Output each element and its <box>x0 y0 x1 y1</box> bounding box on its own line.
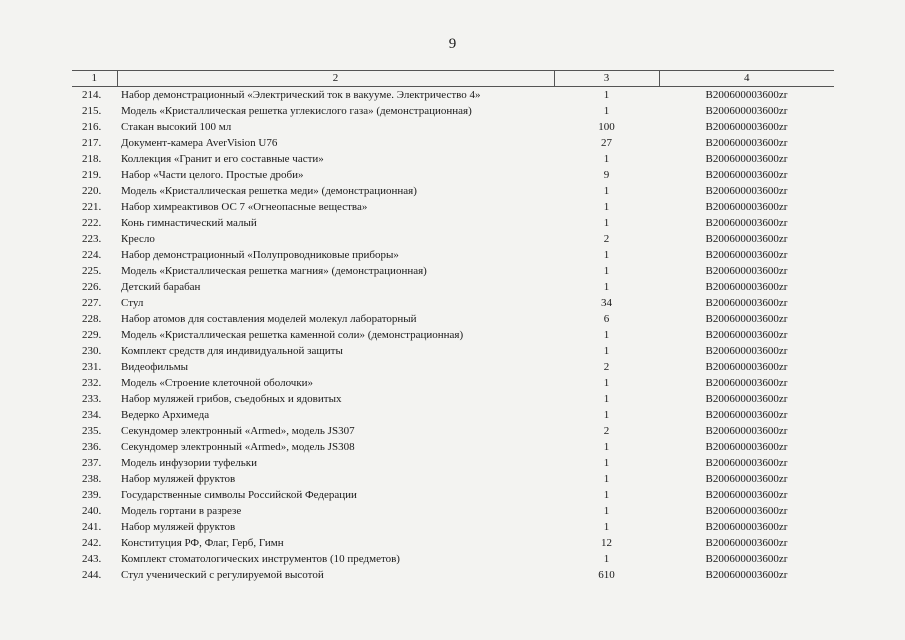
inventory-code-cell: B200600003600zr <box>705 233 788 245</box>
inventory-code-cell: B200600003600zr <box>705 265 788 277</box>
table-row <box>72 423 834 439</box>
table-header-row <box>72 71 834 87</box>
item-name-cell: Модель «Кристаллическая решетка магния» (демонстрационная) <box>121 265 427 277</box>
quantity-cell: 2 <box>603 361 610 373</box>
table-row <box>72 87 834 104</box>
item-name-cell: Модель инфузории туфельки <box>121 457 257 469</box>
inventory-code-cell: B200600003600zr <box>705 249 788 261</box>
inventory-code-cell: B200600003600zr <box>705 553 788 565</box>
column-header: 2 <box>117 71 554 87</box>
row-number-cell: 215. <box>82 105 102 117</box>
inventory-code-cell: B200600003600zr <box>705 137 788 149</box>
row-number-cell: 240. <box>82 505 102 517</box>
item-name-cell: Секундомер электронный «Armed», модель JS307 <box>121 425 355 437</box>
inventory-code-cell: B200600003600zr <box>705 329 788 341</box>
item-name-cell: Набор демонстрационный «Электрический ток в вакууме. Электричество 4» <box>121 89 481 101</box>
table-row <box>72 375 834 391</box>
row-number-cell: 235. <box>82 425 102 437</box>
table-row <box>72 135 834 151</box>
table-row <box>72 455 834 471</box>
item-name-cell: Кресло <box>121 233 155 245</box>
table-row <box>72 295 834 311</box>
inventory-code-cell: B200600003600zr <box>705 313 788 325</box>
quantity-cell: 1 <box>603 249 610 261</box>
table-row <box>72 327 834 343</box>
inventory-code-cell: B200600003600zr <box>705 345 788 357</box>
item-name-cell: Стакан высокий 100 мл <box>121 121 232 133</box>
row-number-cell: 227. <box>82 297 102 309</box>
row-number-cell: 234. <box>82 409 102 421</box>
quantity-cell: 610 <box>598 569 615 581</box>
column-header: 3 <box>554 71 659 87</box>
inventory-code-cell: B200600003600zr <box>705 217 788 229</box>
quantity-cell: 1 <box>603 553 610 565</box>
inventory-code-cell: B200600003600zr <box>705 361 788 373</box>
item-name-cell: Стул <box>121 297 144 309</box>
row-number-cell: 239. <box>82 489 102 501</box>
quantity-cell: 1 <box>603 489 610 501</box>
item-name-cell: Стул ученический с регулируемой высотой <box>121 569 324 581</box>
quantity-cell: 1 <box>603 505 610 517</box>
row-number-cell: 242. <box>82 537 102 549</box>
inventory-code-cell: B200600003600zr <box>705 377 788 389</box>
inventory-code-cell: B200600003600zr <box>705 185 788 197</box>
table-row <box>72 215 834 231</box>
quantity-cell: 1 <box>603 457 610 469</box>
row-number-cell: 243. <box>82 553 102 565</box>
item-name-cell: Секундомер электронный «Armed», модель JS308 <box>121 441 355 453</box>
quantity-cell: 1 <box>603 217 610 229</box>
inventory-code-cell: B200600003600zr <box>705 569 788 581</box>
inventory-code-cell: B200600003600zr <box>705 457 788 469</box>
table-row <box>72 407 834 423</box>
item-name-cell: Набор муляжей грибов, съедобных и ядовитых <box>121 393 342 405</box>
quantity-cell: 1 <box>603 409 610 421</box>
inventory-code-cell: B200600003600zr <box>705 425 788 437</box>
quantity-cell: 1 <box>603 281 610 293</box>
item-name-cell: Набор муляжей фруктов <box>121 521 236 533</box>
inventory-code-cell: B200600003600zr <box>705 105 788 117</box>
table-row <box>72 231 834 247</box>
inventory-code-cell: B200600003600zr <box>705 153 788 165</box>
item-name-cell: Конституция РФ, Флаг, Герб, Гимн <box>121 537 284 549</box>
table-row <box>72 567 834 583</box>
quantity-cell: 1 <box>603 345 610 357</box>
table-row <box>72 487 834 503</box>
inventory-code-cell: B200600003600zr <box>705 121 788 133</box>
quantity-cell: 1 <box>603 393 610 405</box>
quantity-cell: 1 <box>603 105 610 117</box>
item-name-cell: Набор демонстрационный «Полупроводниковые приборы» <box>121 249 399 261</box>
quantity-cell: 34 <box>601 297 612 309</box>
inventory-code-cell: B200600003600zr <box>705 201 788 213</box>
item-name-cell: Набор атомов для составления моделей молекул лабораторный <box>121 313 417 325</box>
inventory-code-cell: B200600003600zr <box>705 169 788 181</box>
row-number-cell: 217. <box>82 137 102 149</box>
table-row <box>72 359 834 375</box>
item-name-cell: Набор химреактивов ОС 7 «Огнеопасные вещества» <box>121 201 368 213</box>
table-row <box>72 167 834 183</box>
quantity-cell: 6 <box>603 313 610 325</box>
quantity-cell: 1 <box>603 89 610 101</box>
row-number-cell: 237. <box>82 457 102 469</box>
row-number-cell: 238. <box>82 473 102 485</box>
row-number-cell: 233. <box>82 393 102 405</box>
item-name-cell: Государственные символы Российской Федерации <box>121 489 357 501</box>
table-row <box>72 311 834 327</box>
table-row <box>72 391 834 407</box>
item-name-cell: Конь гимнастический малый <box>121 217 257 229</box>
item-name-cell: Модель «Кристаллическая решетка меди» (демонстрационная) <box>121 185 417 197</box>
table-row <box>72 519 834 535</box>
inventory-code-cell: B200600003600zr <box>705 297 788 309</box>
table-row <box>72 263 834 279</box>
row-number-cell: 223. <box>82 233 102 245</box>
quantity-cell: 1 <box>603 153 610 165</box>
inventory-code-cell: B200600003600zr <box>705 281 788 293</box>
row-number-cell: 225. <box>82 265 102 277</box>
table-row <box>72 503 834 519</box>
quantity-cell: 12 <box>601 537 612 549</box>
quantity-cell: 1 <box>603 441 610 453</box>
column-header: 1 <box>72 71 117 87</box>
table-row <box>72 279 834 295</box>
inventory-code-cell: B200600003600zr <box>705 441 788 453</box>
inventory-code-cell: B200600003600zr <box>705 489 788 501</box>
table-row <box>72 151 834 167</box>
table-row <box>72 103 834 119</box>
table-row <box>72 199 834 215</box>
item-name-cell: Коллекция «Гранит и его составные части» <box>121 153 324 165</box>
table-row <box>72 343 834 359</box>
page-number: 9 <box>448 36 457 52</box>
quantity-cell: 1 <box>603 521 610 533</box>
row-number-cell: 222. <box>82 217 102 229</box>
row-number-cell: 220. <box>82 185 102 197</box>
table-row <box>72 119 834 135</box>
row-number-cell: 219. <box>82 169 102 181</box>
row-number-cell: 218. <box>82 153 102 165</box>
item-name-cell: Ведерко Архимеда <box>121 409 210 421</box>
row-number-cell: 221. <box>82 201 102 213</box>
inventory-code-cell: B200600003600zr <box>705 89 788 101</box>
inventory-code-cell: B200600003600zr <box>705 521 788 533</box>
item-name-cell: Документ-камера AverVision U76 <box>121 137 278 149</box>
quantity-cell: 1 <box>603 265 610 277</box>
table-row <box>72 551 834 567</box>
quantity-cell: 2 <box>603 425 610 437</box>
row-number-cell: 224. <box>82 249 102 261</box>
item-name-cell: Модель «Кристаллическая решетка углекислого газа» (демонстрационная) <box>121 105 472 117</box>
inventory-code-cell: B200600003600zr <box>705 393 788 405</box>
table-row <box>72 247 834 263</box>
table-row <box>72 183 834 199</box>
row-number-cell: 241. <box>82 521 102 533</box>
column-header: 4 <box>659 71 834 87</box>
inventory-code-cell: B200600003600zr <box>705 505 788 517</box>
quantity-cell: 1 <box>603 473 610 485</box>
row-number-cell: 229. <box>82 329 102 341</box>
item-name-cell: Комплект стоматологических инструментов (10 предметов) <box>121 553 400 565</box>
inventory-table <box>72 70 834 583</box>
row-number-cell: 216. <box>82 121 102 133</box>
row-number-cell: 228. <box>82 313 102 325</box>
row-number-cell: 244. <box>82 569 102 581</box>
row-number-cell: 226. <box>82 281 102 293</box>
row-number-cell: 231. <box>82 361 102 373</box>
table-row <box>72 439 834 455</box>
quantity-cell: 27 <box>601 137 612 149</box>
inventory-code-cell: B200600003600zr <box>705 473 788 485</box>
item-name-cell: Модель «Строение клеточной оболочки» <box>121 377 314 389</box>
row-number-cell: 236. <box>82 441 102 453</box>
item-name-cell: Модель «Кристаллическая решетка каменной соли» (демонстрационная) <box>121 329 464 341</box>
quantity-cell: 9 <box>603 169 610 181</box>
quantity-cell: 1 <box>603 201 610 213</box>
inventory-code-cell: B200600003600zr <box>705 409 788 421</box>
item-name-cell: Детский барабан <box>121 281 201 293</box>
quantity-cell: 2 <box>603 233 610 245</box>
item-name-cell: Модель гортани в разрезе <box>121 505 242 517</box>
item-name-cell: Набор «Части целого. Простые дроби» <box>121 169 304 181</box>
table-row <box>72 535 834 551</box>
quantity-cell: 1 <box>603 377 610 389</box>
row-number-cell: 232. <box>82 377 102 389</box>
quantity-cell: 1 <box>603 329 610 341</box>
inventory-code-cell: B200600003600zr <box>705 537 788 549</box>
item-name-cell: Комплект средств для индивидуальной защиты <box>121 345 343 357</box>
table-row <box>72 471 834 487</box>
item-name-cell: Видеофильмы <box>121 361 189 373</box>
row-number-cell: 214. <box>82 89 102 101</box>
row-number-cell: 230. <box>82 345 102 357</box>
quantity-cell: 1 <box>603 185 610 197</box>
item-name-cell: Набор муляжей фруктов <box>121 473 236 485</box>
quantity-cell: 100 <box>598 121 615 133</box>
